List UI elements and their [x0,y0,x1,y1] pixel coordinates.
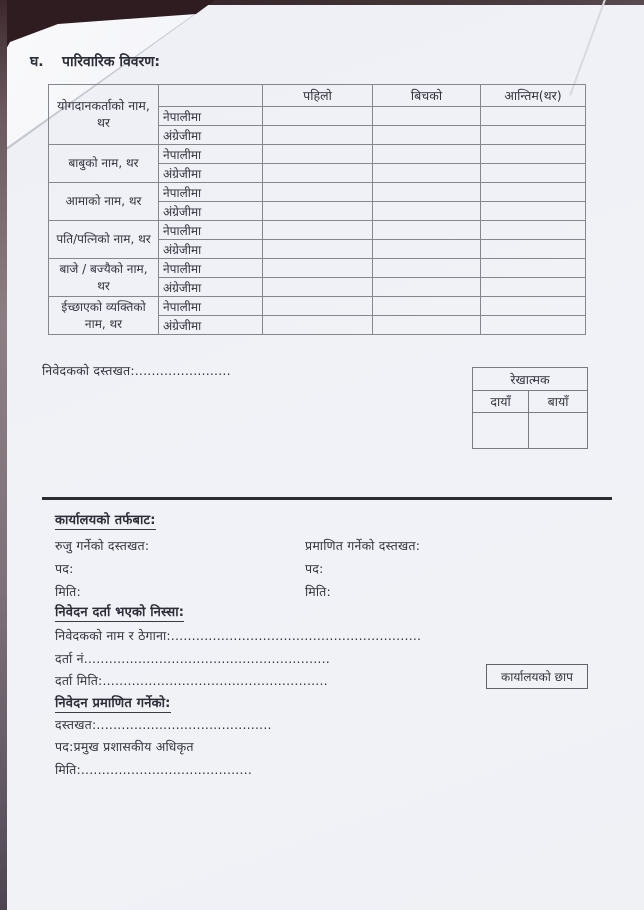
table-empty-cell [481,164,586,183]
certifier-section-title: निवेदन प्रमाणित गर्नेको: [55,693,171,713]
fingerprint-title: रेखात्मक [473,368,588,391]
lang-label-nepali: नेपालीमा [159,221,263,240]
fingerprint-left-label: बायाँ [529,391,588,413]
certifier-date-line: मिति:......................................... [55,762,252,777]
table-empty-cell [481,202,586,221]
table-empty-cell [481,145,586,164]
registration-number-line: दर्ता नं........................................................... [55,651,330,666]
scan-left-edge [0,0,7,910]
lang-label-nepali: नेपालीमा [159,259,263,278]
certifier-signature-line: दस्तखत:.......................................... [55,717,272,732]
certify-post-label: पद: [305,561,324,576]
lang-label-english: अंग्रेजीमा [159,126,263,145]
fingerprint-right-cell [473,413,529,449]
table-empty-cell [481,183,586,202]
table-empty-cell [373,107,481,126]
table-empty-cell [263,259,373,278]
lang-label-nepali: नेपालीमा [159,145,263,164]
table-empty-cell [373,221,481,240]
fold-crease-right [569,0,608,96]
table-empty-cell [481,221,586,240]
applicant-name-address-line: निवेदकको नाम र ठेगाना:............................................................ [55,628,422,643]
table-empty-cell [481,126,586,145]
table-empty-cell [481,107,586,126]
row-label-nominee: ईच्छाएको व्यक्तिको नाम, थर [49,297,159,335]
verifier-signature-label: रुजु गर्नेको दस्तखत: [55,538,150,553]
table-empty-cell [481,297,586,316]
fingerprint-box [472,367,588,449]
office-section-title: कार्यालयको तर्फबाट: [55,510,156,530]
verifier-date-label: मिति: [55,584,81,599]
table-empty-cell [373,202,481,221]
family-details-table [48,84,586,335]
row-label-mother: आमाको नाम, थर [49,183,159,221]
col-header-first: पहिलो [263,85,373,107]
table-empty-cell [263,316,373,335]
table-empty-cell [263,164,373,183]
section-number: घ. [30,54,44,70]
table-empty-cell [263,221,373,240]
row-label-father: बाबुको नाम, थर [49,145,159,183]
registration-section-title: निवेदन दर्ता भएको निस्सा: [55,602,184,622]
office-stamp-box [486,664,588,689]
lang-label-nepali: नेपालीमा [159,183,263,202]
section-heading [30,52,160,71]
col-header-middle: बिचको [373,85,481,107]
table-empty-cell [481,316,586,335]
table-empty-cell [263,202,373,221]
lang-label-english: अंग्रेजीमा [159,202,263,221]
table-empty-cell [263,278,373,297]
table-empty-cell [263,297,373,316]
lang-label-english: अंग्रेजीमा [159,240,263,259]
lang-label-english: अंग्रेजीमा [159,316,263,335]
fingerprint-left-cell [529,413,588,449]
verifier-post-label: पद: [55,561,74,576]
section-divider-line [42,497,612,500]
certify-date-label: मिति: [305,584,331,599]
table-empty-cell [263,107,373,126]
col-header-last: आन्तिम(थर) [481,85,586,107]
row-label-grandparents: बाजे / बज्यैको नाम, थर [49,259,159,297]
table-empty-cell [373,145,481,164]
table-empty-cell [481,278,586,297]
applicant-signature-line: निवेदकको दस्तखत:....................... [42,363,231,378]
row-label-spouse: पति/पत्निको नाम, थर [49,221,159,259]
table-empty-cell [373,164,481,183]
table-empty-cell [159,85,263,107]
table-empty-cell [373,316,481,335]
certify-signature-label: प्रमाणित गर्नेको दस्तखत: [305,538,421,553]
certifier-post-line: पद:प्रमुख प्रशासकीय अधिकृत [55,739,194,754]
section-title: पारिवारिक विवरण: [62,54,160,70]
registration-date-line: दर्ता मिति:...................................................... [55,673,328,688]
table-empty-cell [373,240,481,259]
table-empty-cell [481,240,586,259]
office-stamp-label: कार्यालयको छाप [501,670,573,684]
lang-label-english: अंग्रेजीमा [159,278,263,297]
table-empty-cell [263,126,373,145]
lang-label-nepali: नेपालीमा [159,297,263,316]
table-empty-cell [263,145,373,164]
table-empty-cell [481,259,586,278]
table-empty-cell [373,259,481,278]
fingerprint-right-label: दायाँ [473,391,529,413]
lang-label-english: अंग्रेजीमा [159,164,263,183]
table-empty-cell [263,183,373,202]
table-empty-cell [373,297,481,316]
lang-label-nepali: नेपालीमा [159,107,263,126]
table-empty-cell [373,278,481,297]
row-label-contributor: योगदानकर्ताको नाम, थर [49,85,159,145]
table-empty-cell [373,126,481,145]
table-empty-cell [373,183,481,202]
table-empty-cell [263,240,373,259]
